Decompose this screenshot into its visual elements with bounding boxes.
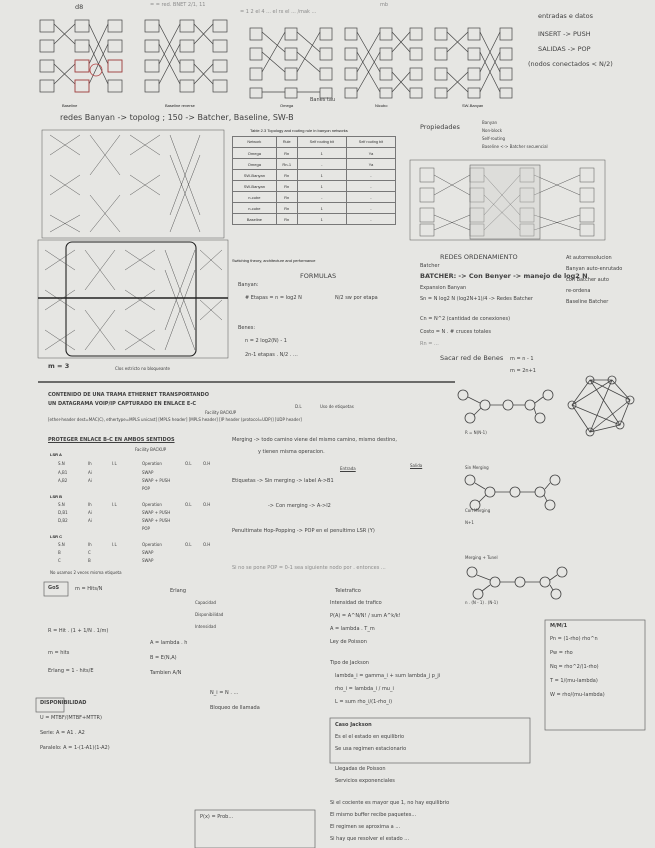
ethernet-header-line: [ether-header dest=MAC(C), ethertype=MPLS unicast] [MPLS header] [MPLS header] [IP header (protocol=UDP)] [UDP header] (48, 417, 302, 422)
lsr-cell: I.L (112, 502, 117, 507)
table-cell: 1 (297, 170, 346, 181)
table-cell: - (346, 181, 395, 192)
graph-formula: R = N(N-1) (465, 430, 487, 435)
lsr-cell: I.L (112, 542, 117, 547)
lsr-cell: O.L (185, 542, 192, 547)
mm1-line: W = rho/(mu-lambda) (550, 692, 605, 698)
table-cell: - (346, 214, 395, 225)
php-line: Penultimate Hop-Popping -> POP en el penultimo LSR (Y) (232, 528, 375, 534)
table-cell: Rn (276, 203, 297, 214)
table-cell: Omega (233, 159, 277, 170)
proteger-title: PROTEGER ENLACE B-C EN AMBOS SENTIDOS (48, 437, 175, 443)
erlang-line: N_i = N . ... (210, 690, 239, 696)
gos-cap: Disponibilidad (195, 612, 224, 617)
batcher-heading: REDES ORDENAMIENTO (440, 253, 518, 261)
table-cell: Ya (346, 148, 395, 159)
lsr-name: LSR A (50, 452, 62, 457)
graph-label: Merging + Tunel (465, 555, 498, 560)
lsr-cell: S.N (58, 502, 65, 507)
graph-label: Con Merging (465, 508, 491, 513)
disp-line: U = MTBF/(MTBF+MTTR) (40, 715, 102, 721)
ethernet-tag: D.L (295, 404, 302, 409)
ethernet-tag: Uso de etiquetas (320, 404, 354, 409)
lsr-cell: Operation (142, 461, 162, 466)
bottom-prob: P(x) = Prob... (200, 814, 234, 820)
note-line: SALIDAS -> POP (538, 45, 591, 53)
table-row (233, 148, 396, 159)
table-cell: Omega (233, 148, 277, 159)
lsr-cell: Ai (88, 518, 92, 523)
propiedades-item: Baseline <-> Batcher secuencial (482, 144, 548, 149)
table-cell: 1 (297, 148, 346, 159)
gos-title: GoS (48, 585, 60, 591)
batcher-side: con Batcher auto (566, 277, 609, 283)
table-cell: SW-Banyan (233, 170, 277, 181)
table-row (233, 214, 396, 225)
lsr-cell: O.H (203, 502, 211, 507)
mm1-title: M/M/1 (550, 623, 568, 629)
table-cell: Baseline (233, 214, 277, 225)
formulas-heading: FORMULAS (300, 272, 337, 280)
teletrafico-line: P(A) = A^N/N! / sum A^k/k! (330, 613, 401, 619)
table-cell: - (297, 159, 346, 170)
top-scrawl-1: = = red. BNET 2/1, 11 (150, 2, 206, 8)
propiedades-item: Banyan (482, 120, 498, 125)
formula-line: n = 2 log2(N) - 1 (245, 338, 287, 344)
lsr-cell: Operation (142, 502, 162, 507)
lsr-cell: B (58, 550, 61, 555)
batcher-cost: Cn = N^2 (cantidad de conexiones) (420, 316, 511, 322)
bottom-line: Si el cociente es mayor que 1, no hay equilibrio (330, 800, 450, 806)
bottom-line: Si hay que resolver el estado ... (330, 836, 410, 842)
gos-line: R = Hit . (1 + 1/N . 1/m) (48, 628, 109, 634)
lsr-cell: SWAP + PUSH (142, 510, 171, 515)
erlang-title: Erlang (170, 588, 187, 594)
disp-line: Serie: A = A1 . A2 (40, 730, 85, 736)
network-label: SW-Banyan (462, 103, 484, 108)
lsr-cell: Ai (88, 510, 92, 515)
table-cell: Rn (276, 170, 297, 181)
table-caption: Table 2.3 Topology and routing rule in banyon networks (250, 128, 348, 133)
table-cell: - (346, 170, 395, 181)
table-cell: - (346, 203, 395, 214)
jackson-line: lambda_i = gamma_i + sum lambda_j p_ji (335, 673, 441, 679)
note-line: (nodos conectados < N/2) (528, 60, 613, 68)
lsr-cell: D,B2 (58, 518, 68, 523)
jackson-line: L = sum rho_i/(1-rho_i) (335, 699, 393, 705)
jackson-title: Tipo de Jackson (330, 660, 369, 666)
lsr-cell: O.H (203, 542, 211, 547)
bottom-line: El regimen se aproxima a ... (330, 824, 401, 830)
jackson-line: rho_i = lambda_i / mu_i (335, 686, 394, 692)
batcher-side: At autorresolucion (566, 255, 612, 261)
table-cell: Rn (276, 192, 297, 203)
top-scrawl-3: mb (380, 2, 389, 8)
lsr-cell: C (58, 558, 61, 563)
graph-formula: n . (N - 1) . (N-1) (465, 600, 498, 605)
lsr-cell: Ih (88, 502, 92, 507)
gos-line: m = hits (48, 650, 70, 656)
network-label: Baseline (62, 103, 78, 108)
lsr-cell: SWAP + PUSH (142, 518, 171, 523)
table-row (233, 181, 396, 192)
lsr-name: LSR B (50, 494, 62, 499)
table-row (233, 170, 396, 181)
teletrafico-title: Teletrafico (335, 588, 361, 594)
note-line: entradas e datos (538, 12, 593, 20)
mm1-line: Pw = rho (550, 650, 573, 656)
propiedades-title: Propiedades (420, 123, 460, 131)
salida-label: Salida (410, 463, 423, 468)
lsr-cell: POP (142, 526, 150, 531)
omega-annotation: Banes tau (310, 97, 336, 103)
mm1-line: Pn = (1-rho) rho^n (550, 636, 598, 642)
sacar-red: Sacar red de Benes (440, 354, 504, 362)
lsr-cell: A,B2 (58, 478, 68, 483)
network-label: Omega (280, 103, 294, 108)
lsr-cell: Ai (88, 478, 92, 483)
mm1-line: Nq = rho^2/(1-rho) (550, 664, 599, 670)
table-cell: Ya (346, 159, 395, 170)
table-cell: n-cube (233, 203, 277, 214)
table-cell: n-cube (233, 192, 277, 203)
table-header-cell: Self routing bit (297, 137, 346, 148)
lsr-cell: D,B1 (58, 510, 68, 515)
note-line: INSERT -> PUSH (538, 30, 591, 38)
lsr-cell: C (88, 550, 91, 555)
lsr-cell: SWAP + PUSH (142, 478, 171, 483)
ethernet-title: UN DATAGRAMA VOIP/IP CAPTURADO EN ENLACE E-C (48, 401, 197, 407)
merging-line: Etiquetas -> Sin merging -> label A->B1 (232, 478, 334, 484)
lsr-cell: Ai (88, 470, 92, 475)
lsr-cell: SWAP (142, 470, 154, 475)
table-cell: 1 (297, 203, 346, 214)
table-row (233, 192, 396, 203)
mm1-line: T = 1/(mu-lambda) (550, 678, 598, 684)
benes-formula: m = 2n+1 (510, 368, 536, 374)
gos-cap: Capacidad (195, 600, 217, 605)
caso-jackson-line: Llegadas de Poisson (335, 766, 386, 772)
erlang-line: A = lambda . h (150, 640, 188, 646)
propiedades-item: Non-block (482, 128, 503, 133)
clos-under: Clos estricto no bloqueante (115, 366, 170, 371)
table-cell: 1 (297, 181, 346, 192)
batcher-cost: Costo = N . # cruces totales (420, 329, 491, 335)
lsr-cell: SWAP (142, 550, 154, 555)
caso-jackson-line: Se usa regimen estacionario (335, 746, 407, 752)
benes-formula: m = n - 1 (510, 356, 534, 362)
ethernet-facility: Facility BACKUP (205, 410, 237, 415)
table-header-cell: Rule (276, 137, 297, 148)
caso-jackson-title: Caso Jackson (335, 722, 372, 728)
table-cell: - (297, 192, 346, 203)
lsr-cell: O.L (185, 502, 192, 507)
disp-line: Paralelo: A = 1-(1-A1)(1-A2) (40, 745, 110, 751)
routing-table (232, 136, 396, 225)
teletrafico-line: A = lambda . T_m (330, 626, 375, 632)
merging-line: -> Con merging -> A->I2 (268, 503, 331, 509)
batcher-side: Banyan auto-enrutado (566, 266, 623, 272)
table-cell: Rn (276, 214, 297, 225)
table-cell: Rn-1 (276, 159, 297, 170)
table-cell: Rn (276, 148, 297, 159)
merging-footer: Si no se pone POP = 0-1 sea siguiente nodo por . entonces ... (232, 565, 386, 571)
teletrafico-line: Ley de Poisson (330, 639, 367, 645)
propiedades-item: Self-routing (482, 136, 506, 141)
erlang-line: B = E(N,A) (150, 655, 177, 661)
table-header-cell: Self routing bit (346, 137, 395, 148)
batcher-side: re-ordena (566, 288, 591, 294)
entrada-label: Entrada (340, 466, 356, 471)
caso-jackson-line: Servicios exponenciales (335, 778, 395, 784)
gos-line: m = Hits/N (75, 586, 103, 592)
batcher-cost: Rn = ... (420, 341, 439, 347)
ethernet-title: CONTENIDO DE UNA TRAMA ETHERNET TRANSPORTANDO (48, 392, 209, 398)
lsr-cell: Ih (88, 542, 92, 547)
merging-line: Merging -> todo camino viene del mismo camino, mismo destino, (232, 437, 397, 443)
formulas-caption: Switching theory, architecture and performance (232, 258, 316, 263)
lsr-cell: B (88, 558, 91, 563)
table-header-cell: Network (233, 137, 277, 148)
graph-formula: N+1 (465, 520, 474, 525)
lsr-cell: POP (142, 486, 150, 491)
formula-line: 2n-1 etapas . N/2 . ... (245, 352, 298, 358)
formula-line: Banyan: (238, 282, 259, 288)
teletrafico-line: Intensidad de trafico (330, 600, 382, 606)
formula-line: # Etapas = n = log2 N (245, 295, 302, 301)
batcher-line: Sn = N log2 N (log2N+1)/4 -> Redes Batcher (420, 296, 533, 302)
proteger-note: No usamos 2 veces misma etiqueta (50, 570, 122, 575)
network-label: Baseline reverse (165, 103, 195, 108)
table-row (233, 159, 396, 170)
table-cell: - (346, 192, 395, 203)
lsr-cell: O.L (185, 461, 192, 466)
lsr-cell: S.N (58, 461, 65, 466)
table-row (233, 203, 396, 214)
proteger-sub: Facility BACKUP (135, 447, 167, 452)
lsr-cell: S.N (58, 542, 65, 547)
lsr-cell: Ih (88, 461, 92, 466)
lsr-cell: A,B1 (58, 470, 68, 475)
lsr-cell: I.L (112, 461, 117, 466)
lsr-cell: Operation (142, 542, 162, 547)
table-cell: SW-Banyan (233, 181, 277, 192)
merging-line: y tienen misma operacion. (258, 449, 325, 455)
d8-label: d8 (75, 3, 84, 11)
graph-label: Sin Merging (465, 465, 489, 470)
table-header-row (233, 137, 396, 148)
network-label: Nicubo (375, 103, 388, 108)
batcher-side: Baseline Batcher (566, 299, 609, 305)
caso-jackson-line: Es el el estado en equilibrio (335, 734, 405, 740)
batcher-line: Batcher (420, 263, 440, 269)
redes-note: redes Banyan -> topolog ; 150 -> Batcher, Baseline, SW-B (60, 113, 294, 122)
lsr-cell: SWAP (142, 558, 154, 563)
gos-cap: Intensidad (195, 624, 217, 629)
formula-line: Benes: (238, 325, 256, 331)
gos-line: Erlang = 1 - hits/E (48, 668, 94, 674)
formula-line: N/2 sw por etapa (335, 295, 378, 301)
disp-title: DISPONIBILIDAD (40, 700, 87, 706)
table-cell: 1 (297, 214, 346, 225)
lsr-name: LSR C (50, 534, 62, 539)
clos-label: m = 3 (48, 362, 70, 370)
batcher-line: BATCHER: -> Con Benyer -> manejo de log2 N (420, 272, 588, 280)
lsr-cell: O.H (203, 461, 211, 466)
top-scrawl-2: = 1 2 el 4 ... el rx el ... /mak ... (240, 9, 317, 15)
bottom-line: El mismo buffer recibe paquetes... (330, 812, 417, 818)
erlang-line: Tambien A/N (150, 670, 182, 676)
table-cell: Rn (276, 181, 297, 192)
erlang-line: Bloqueo de llamada (210, 705, 260, 711)
batcher-line: Expansion Banyan (420, 285, 467, 291)
